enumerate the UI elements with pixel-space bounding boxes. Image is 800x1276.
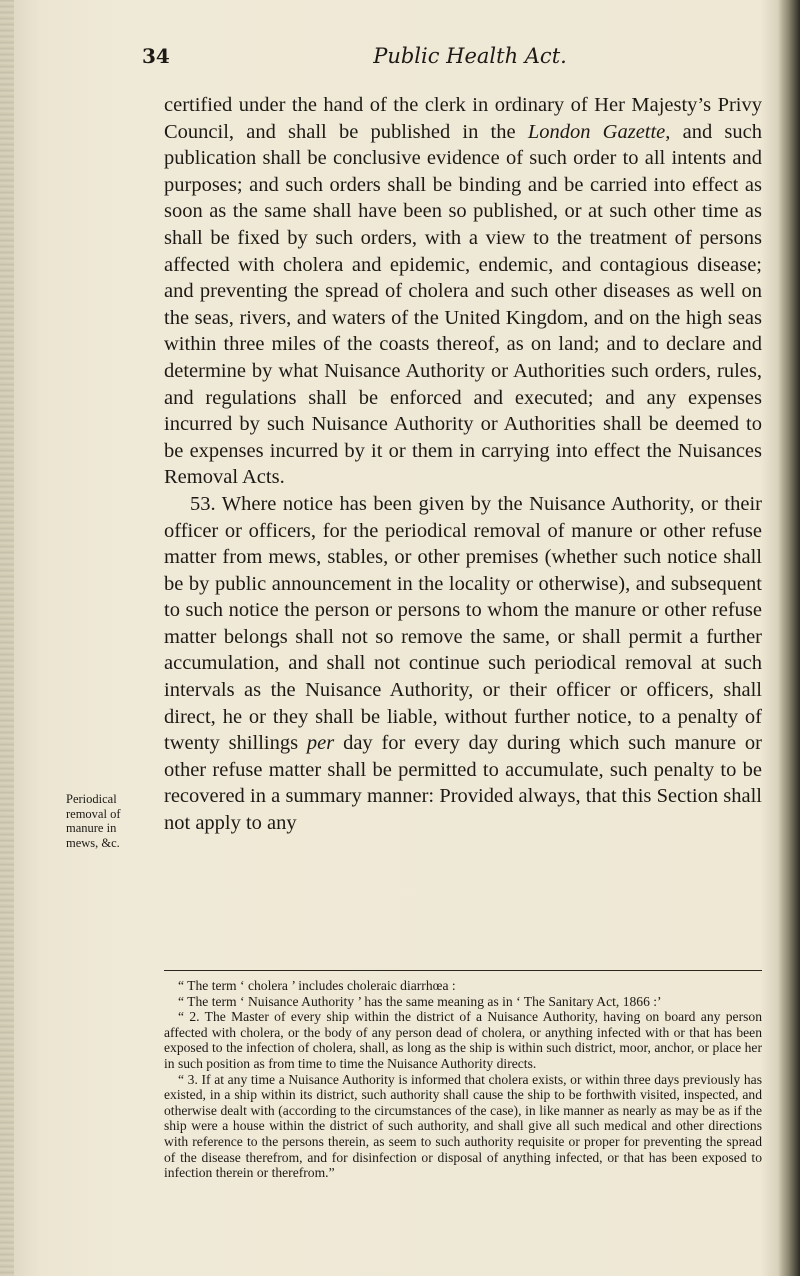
footnotes [164, 978, 762, 1181]
para2-part1: 53. Where notice has been given by the Nuisance Authority, or their officer or officers, for the periodical removal of manure or other refuse matter from mews, stables, or other premises (whether such notice shall be by public announcement in the locality or otherwise), and subsequent to such notice the person or persons to whom the manure or other refuse matter belongs shall not so remove the same, or shall permit a further accumulation, and shall not continue such periodical removal at such intervals as the Nuisance Authority, or their officer or officers, shall direct, he or they shall be liable, without further notice, to a penalty of twenty shillings [164, 492, 762, 755]
footnote-rule [164, 970, 762, 971]
body-paragraph-continued [164, 92, 762, 491]
page-edge-shadow [778, 0, 800, 1276]
footnote-line: “ The term ‘ cholera ’ includes choleraic diarrhœa : [178, 978, 456, 993]
para2-part2: day for every day during which such manure or other refuse matter shall be permitted to accumulate, such penalty to be recovered in a summary manner: Provided always, that this Section shall not apply to any [164, 732, 762, 835]
section-53-paragraph [164, 491, 762, 837]
running-head: Public Health Act. [373, 44, 567, 68]
footnote-line: “ 3. If at any time a Nuisance Authority is informed that cholera exists, or within three days previously has existed, in a ship within its district, such authority shall cause the ship to be forthwith visited, inspected, and otherwise dealt with (according to the circumstances of the case), in like manner as nearly as may be as if the ship were a house within the district of such authority, and shall give all such medical and other directions with reference to the persons therein, as seem to such authority requisite or proper for preventing the spread of the disease therefrom, and for disinfection or disposal of anything infected, or that has been exposed to infection therein or therefrom.” [164, 1071, 762, 1181]
body-text [164, 92, 762, 837]
margin-note [66, 792, 160, 850]
page-number: 34 [142, 44, 170, 68]
margin-note-line: removal of [66, 806, 121, 821]
footnote-line: “ 2. The Master of every ship within the district of a Nuisance Authority, having on board any person affected with cholera, or the body of any person dead of cholera, or anything infected with or that has been exposed to the infection of cholera, shall, as long as the ship is within such district, moor, anchor, or place her in such position as from time to time the Nuisance Authority directs. [164, 1009, 762, 1071]
para1-part1: certified under the hand of the clerk in ordinary of Her Majesty’s Privy Council, and shall be published in the [164, 94, 762, 143]
book-gutter [0, 0, 14, 1276]
gazette-title: London Gazette, [527, 120, 671, 143]
per-italic: per [306, 732, 335, 755]
para1-part2: and such publication shall be conclusive evidence of such order to all intents and purposes; and such orders shall be binding and be carried into effect as soon as the same shall have been so published, or at such other time as shall be fixed by such orders, with a view to the treatment of persons affected with cholera and epidemic, endemic, and contagious disease; and preventing the spread of cholera and such other diseases as well on the seas, rivers, and waters of the United Kingdom, and on the high seas within three miles of the coasts thereof, as on land; and to declare and determine by what Nuisance Authority or Authorities such orders, rules, and regulations shall be enforced and executed; and any expenses incurred by such Nuisance Authority or Authorities shall be deemed to be expenses incurred by it or them in carrying into effect the Nuisances Removal Acts. [164, 120, 762, 489]
margin-note-line: mews, &c. [66, 835, 120, 850]
margin-note-line: Periodical [66, 792, 117, 806]
margin-note-line: manure in [66, 821, 117, 835]
footnote-line: “ The term ‘ Nuisance Authority ’ has the same meaning as in ‘ The Sanitary Act, 1866 :’ [178, 993, 662, 1009]
